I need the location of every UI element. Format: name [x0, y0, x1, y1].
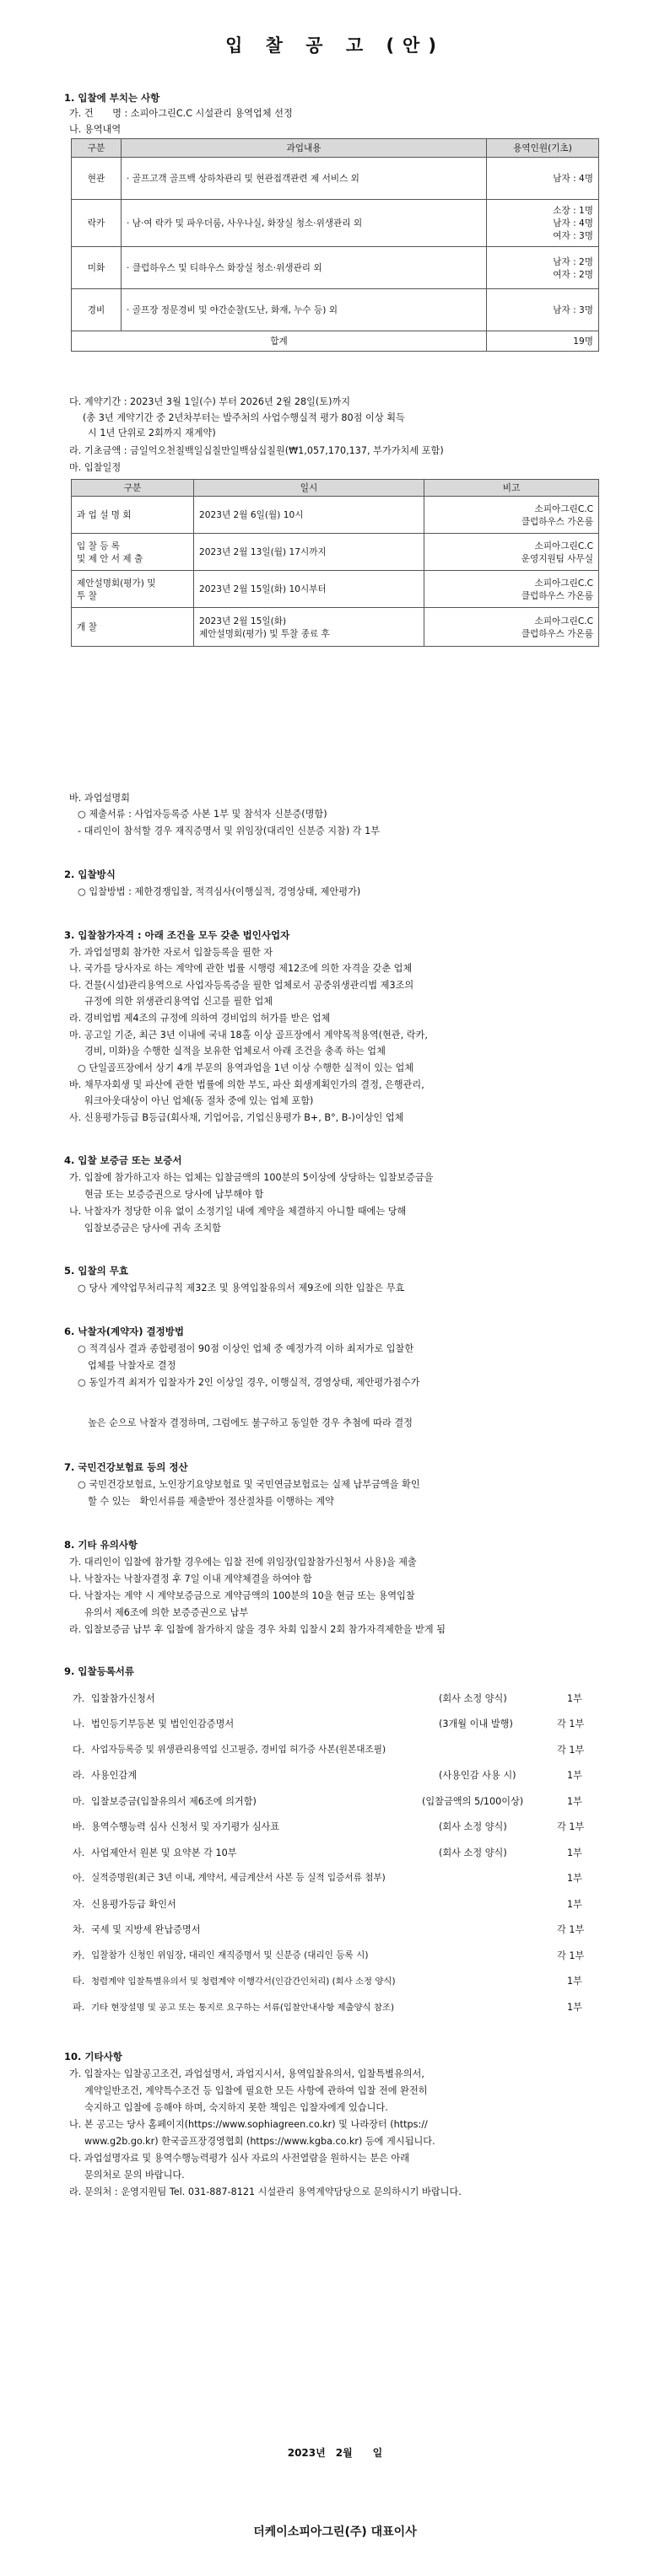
doc-item-note: (회사 소정 양식) — [439, 1821, 507, 1832]
s8-line: 가. 대리인이 입찰에 참가할 경우에는 입찰 전에 위임장(입찰참가신청서 사용)을 제출 — [69, 1557, 417, 1568]
service-table-header: 용역인원(기초) — [487, 139, 599, 158]
s1-item-a: 가. 건 명 : 소피아그린C.C 시설관리 용역업체 선정 — [69, 108, 293, 119]
s3-line: 워크아웃대상이 아닌 업체(동 절차 중에 있는 업체 포함) — [84, 1095, 314, 1106]
schedule-item: 입 찰 등 록 및 제 안 서 제 출 — [72, 534, 194, 571]
s4-line: 현금 또는 보증증권으로 당사에 납부해야 함 — [84, 1189, 264, 1200]
schedule-header: 비고 — [424, 480, 599, 497]
doc-item-qty: 각 1부 — [557, 1950, 585, 1961]
section-8-heading: 8. 기타 유의사항 — [64, 1539, 138, 1551]
document-date: 2023년 2월 일 — [287, 2447, 383, 2459]
s7-line: ○ 국민건강보험료, 노인장기요양보험료 및 국민연금보험료는 실제 납부금액을 확인 — [78, 1479, 420, 1490]
s4-line: 가. 입찰에 참가하고자 하는 업체는 입찰금액의 100분의 5이상에 상당하는 입찰보증금을 — [69, 1172, 434, 1183]
s6-line: 업체를 낙찰자로 결정 — [88, 1360, 176, 1371]
doc-item-qty: 1부 — [567, 1976, 582, 1987]
doc-item-marker: 차. — [73, 1924, 85, 1935]
section-2-heading: 2. 입찰방식 — [64, 869, 116, 880]
doc-item-qty: 각 1부 — [557, 1745, 585, 1756]
schedule-note: 소피아그린C.C 클럽하우스 가온룸 — [424, 608, 599, 647]
doc-item-name: 국세 및 지방세 완납증명서 — [91, 1924, 201, 1935]
s6-line: ○ 적격심사 결과 종합평점이 90점 이상인 업체 중 예정가격 이하 최저가로 입찰한 — [78, 1343, 414, 1354]
s3-line: 마. 공고일 기준, 최근 3년 이내에 국내 18홀 이상 골프장에서 계약목적용역(현관, 락카, — [69, 1030, 428, 1041]
doc-item-name: 입찰참가신청서 — [91, 1693, 155, 1704]
s1-item-d: 라. 기초금액 : 금일억오천칠백일십칠만일백삼십칠원(₩1,057,170,137, 부가가치세 포함) — [69, 445, 444, 456]
schedule-header: 구분 — [72, 480, 194, 497]
doc-item-qty: 각 1부 — [557, 1718, 585, 1729]
s3-line: 사. 신용평가등급 B등급(회사채, 기업어음, 기업신용평가 B+, B°, B-)이상인 업체 — [69, 1112, 404, 1123]
service-category: 락카 — [72, 200, 122, 247]
doc-item-name: 입찰보증금(입찰유의서 제6조에 의거함) — [91, 1796, 257, 1807]
s7-line: 할 수 있는 확인서류를 제출받아 정산절차를 이행하는 계약 — [88, 1496, 334, 1507]
doc-item-note: (3개월 이내 발행) — [439, 1718, 513, 1729]
schedule-note: 소피아그린C.C 클럽하우스 가온룸 — [424, 571, 599, 608]
s5-line: ○ 당사 계약업무처리규칙 제32조 및 용역입찰유의서 제9조에 의한 입찰은 무효 — [78, 1283, 405, 1293]
s3-line: 규정에 의한 위생관리용역업 신고를 필한 업체 — [84, 996, 273, 1007]
doc-item-qty: 1부 — [567, 1899, 582, 1910]
doc-item-qty: 1부 — [567, 1693, 582, 1704]
service-category: 경비 — [72, 289, 122, 331]
schedule-note: 소피아그린C.C 클럽하우스 가온룸 — [424, 497, 599, 534]
section-1-heading: 1. 입찰에 부치는 사항 — [64, 92, 160, 104]
doc-item-name: 입찰참가 신청인 위임장, 대리인 재직증명서 및 신분증 (대리인 등록 시) — [91, 1950, 369, 1960]
s8-line: 유의서 제6조에 의한 보증증권으로 납부 — [84, 1607, 249, 1618]
section-4-heading: 4. 입찰 보증금 또는 보증서 — [64, 1154, 182, 1166]
s1-item-c-cont: (총 3년 계약기간 중 2년차부터는 발주처의 사업수행실적 평가 80점 이상 획득 — [83, 412, 405, 423]
s3-line: 라. 경비업법 제4조의 규정에 의하여 경비업의 허가를 받은 업체 — [69, 1013, 331, 1024]
s3-line: 바. 채무자회생 및 파산에 관한 법률에 의한 부도, 파산 회생계획인가의 결정, 은행관리, — [69, 1079, 424, 1090]
doc-item-qty: 1부 — [567, 1796, 582, 1807]
doc-item-qty: 각 1부 — [557, 1924, 585, 1935]
service-staff: 소장 : 1명 남자 : 4명 여자 : 3명 — [487, 200, 599, 247]
s1-item-f-1: ○ 제출서류 : 사업자등록증 사본 1부 및 참석자 신분증(명함) — [78, 809, 327, 820]
s10-line: 계약일반조건, 계약특수조건 등 입찰에 필요한 모든 사항에 관하여 입찰 전에 완전히 — [84, 2085, 428, 2096]
s1-item-b: 나. 용역내역 — [69, 124, 122, 135]
s1-item-c: 다. 계약기간 : 2023년 3월 1일(수) 부터 2026년 2월 28일(토)까지 — [69, 396, 351, 407]
section-7-heading: 7. 국민건강보험료 등의 정산 — [64, 1461, 188, 1473]
section-6-heading: 6. 낙찰자(계약자) 결정방법 — [64, 1326, 184, 1337]
doc-item-name: 사업제안서 원본 및 요약본 각 10부 — [91, 1847, 237, 1858]
section-9-heading: 9. 입찰등록서류 — [64, 1665, 135, 1677]
s3-line: 가. 과업설명회 참가한 자로서 입찰등록을 필한 자 — [69, 947, 273, 958]
doc-item-note: (회사 소정 양식) — [439, 1693, 507, 1704]
section-5-heading: 5. 입찰의 무효 — [64, 1265, 128, 1277]
schedule-header: 일시 — [194, 480, 424, 497]
doc-item-name: 법인등기부등본 및 법인인감증명서 — [91, 1718, 235, 1729]
s4-line: 입찰보증금은 당사에 귀속 조치함 — [84, 1223, 221, 1234]
doc-item-name: 사용인감계 — [91, 1770, 138, 1781]
doc-item-name: 용역수행능력 심사 신청서 및 자기평가 심사표 — [91, 1821, 280, 1832]
service-table-header: 구분 — [72, 139, 122, 158]
service-total-label: 합계 — [72, 331, 487, 352]
doc-item-marker: 바. — [73, 1821, 85, 1832]
service-task: · 골프고객 골프백 상하차관리 및 현관접객관련 제 서비스 외 — [122, 158, 487, 200]
schedule-item: 개 찰 — [72, 608, 194, 647]
s8-line: 다. 낙찰자는 계약 시 계약보증금으로 계약금액의 100분의 10을 현금 또는 용역입찰 — [69, 1590, 415, 1601]
doc-item-note: (입찰금액의 5/100이상) — [422, 1796, 524, 1807]
doc-item-note: (사용인감 사용 시) — [439, 1770, 516, 1781]
s2-line: ○ 입찰방법 : 제한경쟁입찰, 적격심사(이행실적, 경영상태, 제안평가) — [78, 886, 361, 897]
s1-item-f-2: - 대리인이 참석할 경우 재직증명서 및 위임장(대리인 신분증 지참) 각 1부 — [78, 826, 381, 836]
s8-line: 라. 입찰보증금 납부 후 입찰에 참가하지 않을 경우 차회 입찰시 2회 참가자격제한을 받게 됨 — [69, 1624, 446, 1635]
s10-line: 가. 입찰자는 입찰공고조건, 과업설명서, 과업지시서, 용역입찰유의서, 입찰특별유의서, — [69, 2068, 424, 2079]
doc-item-marker: 다. — [73, 1745, 85, 1756]
s6-line: ○ 동일가격 최저가 입찰자가 2인 이상일 경우, 이행실적, 경영상태, 제안평가점수가 — [78, 1377, 420, 1388]
s10-line: www.g2b.go.kr) 한국골프장경영협회 (https://www.kgba.co.kr) 등에 게시됩니다. — [84, 2136, 435, 2147]
s10-line: 숙지하고 입찰에 응해야 하며, 숙지하지 못한 책임은 입찰자에게 있습니다. — [84, 2102, 388, 2113]
section-3-heading: 3. 입찰참가자격 : 아래 조건을 모두 갖춘 법인사업자 — [64, 929, 290, 941]
doc-item-marker: 나. — [73, 1718, 85, 1729]
doc-item-qty: 1부 — [567, 1847, 582, 1858]
doc-item-marker: 파. — [73, 2002, 85, 2013]
doc-item-name: 실적증명원(최근 3년 이내, 계약서, 세금계산서 사본 등 실적 입증서류 첨부) — [91, 1873, 386, 1883]
service-staff: 남자 : 4명 — [487, 158, 599, 200]
schedule-note: 소피아그린C.C 운영지원팀 사무실 — [424, 534, 599, 571]
doc-item-qty: 1부 — [567, 2002, 582, 2013]
s8-line: 나. 낙찰자는 낙찰자결정 후 7일 이내 계약체결을 하여야 함 — [69, 1573, 312, 1584]
service-task: · 골프장 정문경비 및 야간순찰(도난, 화재, 누수 등) 외 — [122, 289, 487, 331]
service-task: · 남·여 락카 및 파우더룸, 사우나실, 화장실 청소·위생관리 외 — [122, 200, 487, 247]
doc-item-name: 사업자등록증 및 위생관리용역업 신고필증, 경비업 허가증 사본(원본대조필) — [91, 1745, 386, 1755]
doc-item-marker: 가. — [73, 1693, 85, 1704]
doc-item-name: 청렴계약 입찰특별유의서 및 청렴계약 이행각서(인감간인처리) (회사 소정 양식) — [91, 1976, 396, 1987]
section-10-heading: 10. 기타사항 — [64, 2051, 122, 2062]
s3-line: 경비, 미화)을 수행한 실적을 보유한 업체로서 아래 조건을 충족 하는 업체 — [84, 1046, 386, 1057]
service-task: · 클럽하우스 및 티하우스 화장실 청소·위생관리 외 — [122, 247, 487, 289]
schedule-item: 제안설명회(평가) 및 투 찰 — [72, 571, 194, 608]
service-category: 미화 — [72, 247, 122, 289]
schedule-date: 2023년 2월 15일(화) 10시부터 — [194, 571, 424, 608]
service-staff: 남자 : 3명 — [487, 289, 599, 331]
service-table — [71, 138, 599, 352]
doc-item-marker: 타. — [73, 1976, 85, 1987]
doc-item-qty: 1부 — [567, 1770, 582, 1781]
s3-line: 나. 국가를 당사자로 하는 계약에 관한 법률 시행령 제12조에 의한 자격을 갖춘 업체 — [69, 963, 413, 974]
s1-item-f: 바. 과업설명회 — [69, 793, 130, 804]
document-title: 입 찰 공 고 (안) — [225, 35, 445, 56]
doc-item-qty: 1부 — [567, 1873, 582, 1884]
doc-item-marker: 자. — [73, 1899, 85, 1910]
s1-item-e: 마. 입찰일정 — [69, 462, 122, 473]
schedule-date: 2023년 2월 6일(월) 10시 — [194, 497, 424, 534]
service-table-header: 과업내용 — [122, 139, 487, 158]
doc-item-note: (회사 소정 양식) — [439, 1847, 507, 1858]
schedule-item: 과 업 설 명 회 — [72, 497, 194, 534]
s10-line: 문의처로 문의 바랍니다. — [84, 2170, 185, 2181]
service-staff: 남자 : 2명 여자 : 2명 — [487, 247, 599, 289]
signature-line: 더케이소피아그린(주) 대표이사 — [253, 2525, 417, 2539]
doc-item-marker: 마. — [73, 1796, 85, 1807]
doc-item-name: 신용평가등급 확인서 — [91, 1899, 176, 1910]
s1-item-c-cont: 시 1년 단위로 2회까지 재계약) — [88, 428, 216, 438]
s3-line: ○ 단일골프장에서 상기 4개 부문의 용역과업을 1년 이상 수행한 실적이 있는 업체 — [78, 1062, 414, 1073]
schedule-date: 2023년 2월 13일(월) 17시까지 — [194, 534, 424, 571]
s3-line: 다. 건물(시설)관리용역으로 사업자등록증을 필한 업체로서 공중위생관리법 제3조의 — [69, 980, 414, 991]
service-total-value: 19명 — [487, 331, 599, 352]
doc-item-qty: 각 1부 — [557, 1821, 585, 1832]
doc-item-marker: 사. — [73, 1847, 85, 1858]
s10-line: 나. 본 공고는 당사 홈페이지(https://www.sophiagreen.co.kr) 및 나라장터 (https:// — [69, 2119, 428, 2130]
doc-item-marker: 라. — [73, 1770, 85, 1781]
doc-item-marker: 아. — [73, 1873, 85, 1884]
schedule-table — [71, 479, 599, 647]
doc-item-name: 기타 현장설명 및 공고 또는 통지로 요구하는 서류(입찰안내사항 제출양식 참조) — [91, 2003, 395, 2013]
s6-line: 높은 순으로 낙찰자 결정하며, 그럼에도 불구하고 동일한 경우 추첨에 따라 결정 — [88, 1417, 413, 1428]
service-category: 현관 — [72, 158, 122, 200]
s10-line: 다. 과업설명자료 및 용역수행능력평가 심사 자료의 사전열람을 원하시는 분은 아래 — [69, 2153, 410, 2164]
schedule-date: 2023년 2월 15일(화) 제안설명회(평가) 및 투찰 종료 후 — [194, 608, 424, 647]
s10-line: 라. 문의처 : 운영지원팀 Tel. 031-887-8121 시설관리 용역계약담당으로 문의하시기 바랍니다. — [69, 2186, 462, 2197]
s4-line: 나. 낙찰자가 정당한 이유 없이 소정기일 내에 계약을 체결하지 아니할 때에는 당해 — [69, 1206, 407, 1217]
doc-item-marker: 카. — [73, 1950, 85, 1961]
